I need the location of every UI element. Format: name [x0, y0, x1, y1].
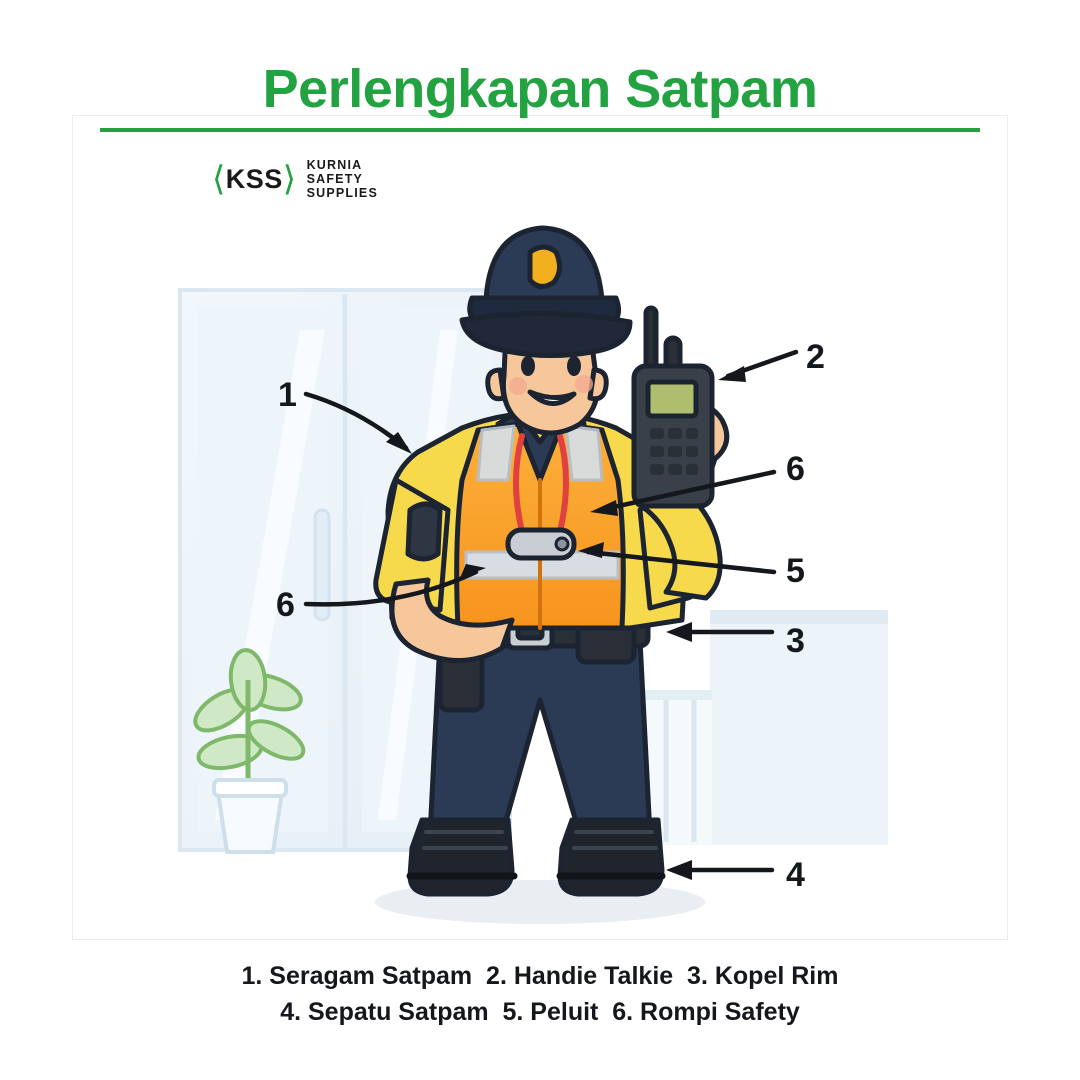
legend-line-2: 4. Sepatu Satpam 5. Peluit 6. Rompi Safety [280, 998, 800, 1027]
guard-illustration [110, 180, 970, 940]
handie-talkie [634, 308, 712, 506]
callout-number-6-left: 6 [276, 586, 295, 624]
logo-abbr: KSS [225, 163, 283, 194]
logo-bracket-left: ⟨ [212, 160, 226, 198]
callout-number-4: 4 [786, 856, 805, 894]
callout-number-1: 1 [278, 376, 297, 414]
legend [0, 958, 1080, 1031]
callout-number-6-right: 6 [786, 450, 805, 488]
logo-word-line3: SUPPLIES [306, 186, 378, 200]
guard-cap [462, 228, 630, 356]
page-title: Perlengkapan Satpam [262, 59, 818, 119]
title-divider [100, 128, 980, 132]
logo-word-line2: SAFETY [306, 172, 364, 186]
callout-number-2: 2 [806, 338, 825, 376]
callout-number-3: 3 [786, 622, 805, 660]
callout-number-5: 5 [786, 552, 805, 590]
logo-word-line1: KURNIA [306, 158, 363, 172]
logo-bracket-right: ⟩ [282, 160, 297, 198]
legend-line-1: 1. Seragam Satpam 2. Handie Talkie 3. Kopel Rim [241, 962, 839, 990]
